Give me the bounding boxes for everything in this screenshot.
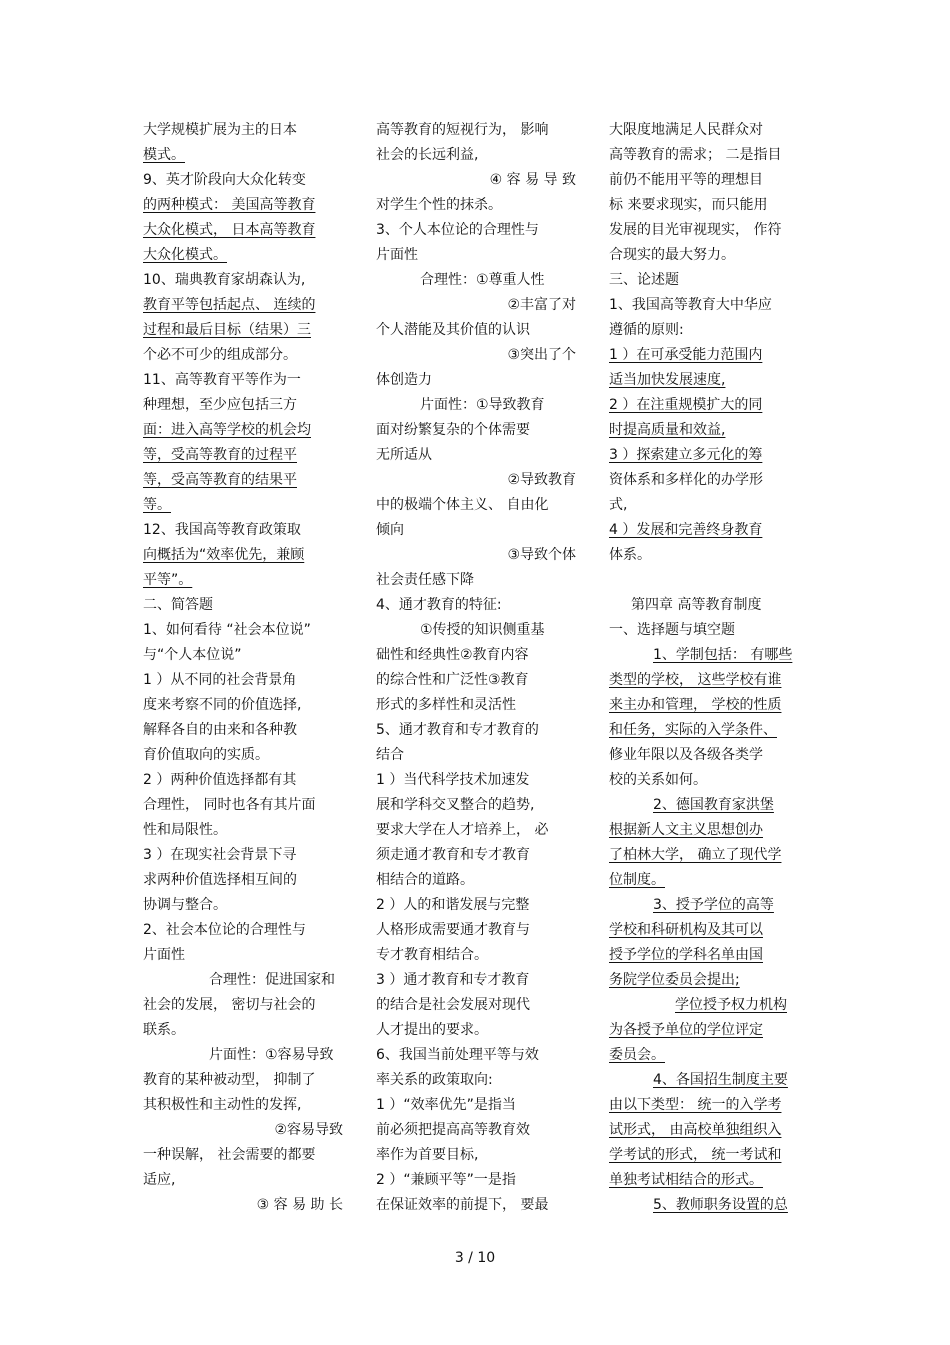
text-line: 5、教师职务设置的总 xyxy=(653,1197,788,1213)
text-line: 校的关系如何。 xyxy=(609,772,707,788)
text-line: 5、通才教育和专才教育的 xyxy=(376,722,539,738)
text-line: 专才教育相结合。 xyxy=(376,947,488,963)
text-line: 1 ）当代科学技术加速发 xyxy=(376,772,530,788)
text-line: 人才提出的要求。 xyxy=(376,1022,488,1038)
section-heading: 三、论述题 xyxy=(609,272,679,288)
text-line: 发展的目光审视现实， 作符 xyxy=(609,222,782,238)
text-line: 性和局限性。 xyxy=(143,822,227,838)
text-line: 4 ）发展和完善终身教育 xyxy=(609,522,763,538)
text-column-3 xyxy=(609,118,809,1218)
text-line: ③ 容 易 助 长 xyxy=(256,1197,343,1213)
text-line: 面对纷繁复杂的个体需要 xyxy=(376,422,530,438)
text-line: 3 ）探索建立多元化的筹 xyxy=(609,447,763,463)
text-line: 3 ）在现实社会背景下寻 xyxy=(143,847,297,863)
text-line: 相结合的道路。 xyxy=(376,872,474,888)
text-line: 大学规模扩展为主的日本 xyxy=(143,122,297,138)
text-line: 遵循的原则: xyxy=(609,322,684,338)
text-line: 10、瑞典教育家胡森认为, xyxy=(143,272,306,288)
text-line: 协调与整合。 xyxy=(143,897,227,913)
text-line: 种理想，至少应包括三方 xyxy=(143,397,297,413)
text-line: 片面性：①容易导致 xyxy=(209,1047,334,1063)
text-line: 教育平等包括起点、 连续的 xyxy=(143,297,316,313)
text-line: 其积极性和主动性的发挥, xyxy=(143,1097,302,1113)
text-line: 与“个人本位说” xyxy=(143,647,242,663)
text-line: 2 ）在注重规模扩大的同 xyxy=(609,397,763,413)
text-line: 大众化模式， 日本高等教育 xyxy=(143,222,316,238)
text-line: 2、社会本位论的合理性与 xyxy=(143,922,306,938)
text-line: 修业年限以及各级各类学 xyxy=(609,747,763,763)
text-line: ④ 容 易 导 致 xyxy=(489,172,576,188)
text-line: 向概括为“效率优先，兼顾 xyxy=(143,547,305,563)
text-line: 合现实的最大努力。 xyxy=(609,247,735,263)
text-line: 位制度。 xyxy=(609,872,665,888)
text-line: 类型的学校， 这些学校有谁 xyxy=(609,672,782,688)
text-line: 解释各自的由来和各种教 xyxy=(143,722,297,738)
text-line: 等，受高等教育的结果平 xyxy=(143,472,297,488)
text-line: 2 ）两种价值选择都有其 xyxy=(143,772,297,788)
text-line: 片面性：①导致教育 xyxy=(420,397,545,413)
text-line: 社会责任感下降 xyxy=(376,572,474,588)
text-line: 展和学科交叉整合的趋势, xyxy=(376,797,535,813)
text-line: 率作为首要目标, xyxy=(376,1147,479,1163)
page-number: 3 / 10 xyxy=(454,1250,496,1266)
text-line: 4、通才教育的特征: xyxy=(376,597,502,613)
text-line: 片面性 xyxy=(376,247,418,263)
text-line: 面：进入高等学校的机会均 xyxy=(143,422,311,438)
text-line: 须走通才教育和专才教育 xyxy=(376,847,530,863)
text-line: 无所适从 xyxy=(376,447,432,463)
blank-line xyxy=(609,568,809,593)
text-line: 合理性：促进国家和 xyxy=(209,972,335,988)
text-line: 大众化模式。 xyxy=(143,247,227,263)
text-line: 大限度地满足人民群众对 xyxy=(609,122,763,138)
text-line: 育价值取向的实质。 xyxy=(143,747,269,763)
text-line: 体创造力 xyxy=(376,372,432,388)
text-line: 的综合性和广泛性③教育 xyxy=(376,672,529,688)
text-line: 社会的长远利益, xyxy=(376,147,479,163)
text-line: 1、我国高等教育大中华应 xyxy=(609,297,772,313)
text-column-1 xyxy=(143,118,343,1218)
text-line: 的两种模式： 美国高等教育 xyxy=(143,197,316,213)
text-line: 的结合是社会发展对现代 xyxy=(376,997,530,1013)
text-line: 求两种价值选择相互间的 xyxy=(143,872,297,888)
text-line: 标 来要求现实，而只能用 xyxy=(609,197,768,213)
text-line: 前必须把提高高等教育效 xyxy=(376,1122,530,1138)
text-line: 教育的某种被动型， 抑制了 xyxy=(143,1072,316,1088)
text-line: 适应, xyxy=(143,1172,176,1188)
text-line: 度来考察不同的价值选择, xyxy=(143,697,302,713)
text-line: 对学生个性的抹杀。 xyxy=(376,197,502,213)
text-line: 等。 xyxy=(143,497,171,513)
text-line: 和任务，实际的入学条件、 xyxy=(609,722,777,738)
section-heading: 二、简答题 xyxy=(143,597,213,613)
text-line: 由以下类型： 统一的入学考 xyxy=(609,1097,782,1113)
text-line: 3、个人本位论的合理性与 xyxy=(376,222,539,238)
text-line: 来主办和管理， 学校的性质 xyxy=(609,697,782,713)
text-line: 学考试的形式， 统一考试和 xyxy=(609,1147,782,1163)
text-line: 了柏林大学， 确立了现代学 xyxy=(609,847,782,863)
text-line: 时提高质量和效益, xyxy=(609,422,726,438)
text-line: 人格形成需要通才教育与 xyxy=(376,922,530,938)
text-line: 9、英才阶段向大众化转变 xyxy=(143,172,306,188)
text-line: ③突出了个 xyxy=(507,347,576,363)
text-line: 中的极端个体主义、 自由化 xyxy=(376,497,549,513)
text-line: 适当加快发展速度, xyxy=(609,372,726,388)
text-line: 要求大学在人才培养上， 必 xyxy=(376,822,549,838)
text-line: 根据新人文主义思想创办 xyxy=(609,822,763,838)
text-line: 社会的发展， 密切与社会的 xyxy=(143,997,316,1013)
text-line: 学位授予权力机构 xyxy=(675,997,787,1013)
text-line: 片面性 xyxy=(143,947,185,963)
text-line: 单独考试相结合的形式。 xyxy=(609,1172,763,1188)
text-line: 授予学位的学科名单由国 xyxy=(609,947,763,963)
text-line: 1 ）从不同的社会背景角 xyxy=(143,672,297,688)
text-line: 高等教育的短视行为， 影响 xyxy=(376,122,549,138)
text-line: 过程和最后目标（结果）三 xyxy=(143,322,311,338)
text-line: 3 ）通才教育和专才教育 xyxy=(376,972,530,988)
text-line: 础性和经典性②教育内容 xyxy=(376,647,529,663)
text-line: 4、各国招生制度主要 xyxy=(653,1072,788,1088)
text-line: 等，受高等教育的过程平 xyxy=(143,447,297,463)
text-line: ②导致教育 xyxy=(507,472,576,488)
section-heading: 一、选择题与填空题 xyxy=(609,622,735,638)
text-line: 2 ）人的和谐发展与完整 xyxy=(376,897,530,913)
text-line: ②丰富了对 xyxy=(507,297,576,313)
chapter-heading: 第四章 高等教育制度 xyxy=(631,597,762,613)
text-column-2 xyxy=(376,118,576,1218)
text-line: 一种误解， 社会需要的都要 xyxy=(143,1147,316,1163)
text-line: 务院学位委员会提出; xyxy=(609,972,740,988)
text-line: 联系。 xyxy=(143,1022,185,1038)
text-line: 资体系和多样化的办学形 xyxy=(609,472,763,488)
text-line: 在保证效率的前提下， 要最 xyxy=(376,1197,549,1213)
text-line: ②容易导致 xyxy=(274,1122,343,1138)
text-line: 11、高等教育平等作为一 xyxy=(143,372,301,388)
text-line: 合理性：①尊重人性 xyxy=(420,272,545,288)
text-line: ①传授的知识侧重基 xyxy=(420,622,545,638)
text-line: 前仍不能用平等的理想目 xyxy=(609,172,763,188)
text-line: 1 ）“效率优先”是指当 xyxy=(376,1097,516,1113)
text-line: 6、我国当前处理平等与效 xyxy=(376,1047,539,1063)
text-line: 个人潜能及其价值的认识 xyxy=(376,322,530,338)
text-line: 模式。 xyxy=(143,147,185,163)
text-line: 12、我国高等教育政策取 xyxy=(143,522,301,538)
text-line: 式, xyxy=(609,497,628,513)
text-line: 倾向 xyxy=(376,522,404,538)
text-line: 为各授予单位的学位评定 xyxy=(609,1022,763,1038)
text-line: 1、如何看待 “社会本位说” xyxy=(143,622,311,638)
text-line: 率关系的政策取向: xyxy=(376,1072,493,1088)
text-line: 试形式， 由高校单独组织入 xyxy=(609,1122,782,1138)
text-line: 合理性， 同时也各有其片面 xyxy=(143,797,316,813)
text-line: 2、德国教育家洪堡 xyxy=(653,797,774,813)
text-line: 结合 xyxy=(376,747,404,763)
text-line: 平等”。 xyxy=(143,572,193,588)
text-line: 学校和科研机构及其可以 xyxy=(609,922,763,938)
text-line: 3、授予学位的高等 xyxy=(653,897,774,913)
text-line: 体系。 xyxy=(609,547,651,563)
text-line: 1、学制包括： 有哪些 xyxy=(653,647,793,663)
text-line: 高等教育的需求； 二是指目 xyxy=(609,147,782,163)
text-line: ③导致个体 xyxy=(507,547,576,563)
text-line: 个必不可少的组成部分。 xyxy=(143,347,297,363)
text-line: 委员会。 xyxy=(609,1047,665,1063)
text-line: 2 ）“兼顾平等”一是指 xyxy=(376,1172,516,1188)
text-line: 形式的多样性和灵活性 xyxy=(376,697,516,713)
text-line: 1 ）在可承受能力范围内 xyxy=(609,347,763,363)
